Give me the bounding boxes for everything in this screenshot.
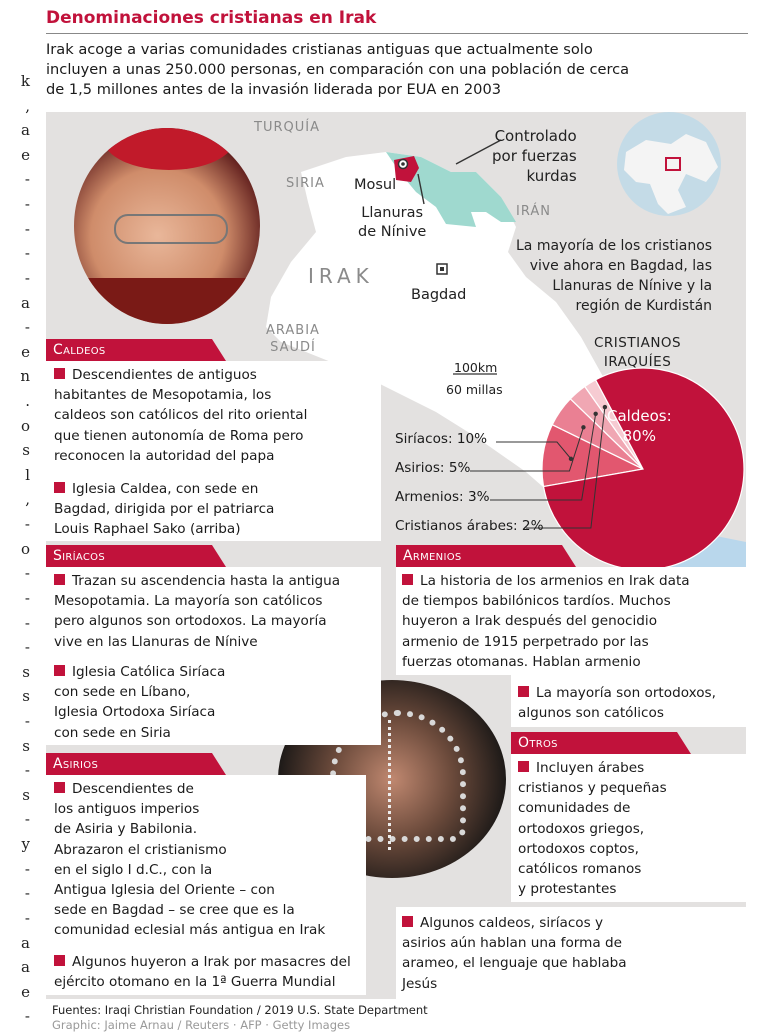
section-header-armenios: Armenios xyxy=(396,545,583,567)
bullet-square xyxy=(402,916,413,927)
pie-leader-dot xyxy=(593,412,597,416)
portrait-sako xyxy=(74,128,260,324)
siriacos-bullet-1: Trazan su ascendencia hasta la antigua Mesopotamia. La mayoría son católicos pero algunos son ortodoxos. La mayoría vive en las Llanuras de Nínive xyxy=(54,573,341,650)
bullet-square xyxy=(54,368,65,379)
label-saudi: ARABIA SAUDÍ xyxy=(266,323,320,355)
pie-label-asirios: Asirios: 5% xyxy=(395,460,471,476)
page-title: Denominaciones cristianas en Irak xyxy=(46,8,377,28)
gutter-letter: - xyxy=(24,859,30,878)
scale-km: 100km xyxy=(454,360,498,375)
pie-leader-dot xyxy=(581,425,585,429)
bullet-square xyxy=(54,482,65,493)
kurdish-note: Controlado por fuerzas kurdas xyxy=(492,127,577,185)
bullet-square xyxy=(402,574,413,585)
rosary xyxy=(388,720,393,850)
glasses xyxy=(114,214,228,244)
caldeos-bullet-2: Iglesia Caldea, con sede en Bagdad, dirigida por el patriarca Louis Raphael Sako (arriba) xyxy=(54,481,275,538)
gutter-letter: s xyxy=(22,687,30,706)
gutter-letter: s xyxy=(22,785,30,804)
caldeos-bullet-1: Descendientes de antiguos habitantes de Mesopotamia, los caldeos son católicos del rito oriental que tienen autonomía de Roma pero reconocen la autoridad del papa xyxy=(54,367,308,464)
bullet-square xyxy=(54,782,65,793)
gutter-letter: - xyxy=(24,1007,30,1026)
armenios-bullet-1: La historia de los armenios en Irak data de tiempos babilónicos tardíos. Muchos huyeron a Irak después del genocidio armenio de 1915 perpetrado por las fuerzas otomanas. Hablan armenio xyxy=(402,573,690,670)
siriacos-bullet-2: Iglesia Católica Siríaca con sede en Líbano, Iglesia Ortodoxa Siríaca con sede en Siria xyxy=(54,664,226,741)
gutter-letter: o xyxy=(20,539,30,558)
gutter-letter: e xyxy=(21,145,30,164)
gutter-letter: , xyxy=(25,96,30,115)
intro-text xyxy=(46,40,686,100)
asirios-bullet-2: Algunos huyeron a Irak por masacres del ejército otomano en la 1ª Guerra Mundial xyxy=(54,954,351,991)
title-divider xyxy=(46,33,748,34)
gutter-letter: . xyxy=(25,392,30,410)
gutter-letter: a xyxy=(21,933,30,952)
gutter-letter: - xyxy=(24,564,30,583)
gutter-letter: - xyxy=(24,588,30,607)
gutter-letter: k xyxy=(20,72,30,90)
label-mosul: Mosul xyxy=(354,177,397,193)
left-gutter xyxy=(0,0,36,1024)
label-iraq: IRAK xyxy=(308,264,374,288)
gutter-letter: l xyxy=(25,465,30,484)
otros-bullet-2: Algunos caldeos, siríacos y asirios aún hablan una forma de arameo, el lenguaje que hablaba Jesús xyxy=(402,915,627,992)
intro-line: de 1,5 millones antes de la invasión liderada por EUA en 2003 xyxy=(46,81,502,98)
gutter-letter: - xyxy=(24,810,30,829)
gutter-letter: , xyxy=(25,490,30,509)
gutter-letter: s xyxy=(22,441,30,460)
gutter-letter: a xyxy=(21,121,30,140)
gutter-letter: s xyxy=(22,662,30,681)
label-nineveh: Llanuras de Nínive xyxy=(358,205,427,240)
label-syria: SIRIA xyxy=(286,176,325,191)
label-turkey: TURQUÍA xyxy=(254,120,320,135)
section-header-siriacos: Siríacos xyxy=(46,545,233,567)
gutter-letter: - xyxy=(24,244,30,263)
intro-line: Irak acoge a varias comunidades cristianas antiguas que actualmente solo xyxy=(46,41,593,58)
asirios-bullet-1: Descendientes de los antiguos imperios de Asiria y Babilonia. Abrazaron el cristianismo en el siglo I d.C., con la Antigua Iglesia del Oriente – con sede en Bagdad – se cree que es la comunidad eclesial más antigua en Irak xyxy=(54,781,326,939)
section-header-otros: Otros xyxy=(511,732,698,754)
sources: Fuentes: Iraqi Christian Foundation / 2019 U.S. State Department xyxy=(52,1003,428,1017)
bullet-square xyxy=(54,955,65,966)
pie-label-arabes: Cristianos árabes: 2% xyxy=(395,518,544,534)
gutter-letter: a xyxy=(21,958,30,977)
section-header-caldeos: Caldeos xyxy=(46,339,233,361)
armenios-bullet-2: La mayoría son ortodoxos, algunos son católicos xyxy=(518,685,716,722)
gutter-letter: - xyxy=(24,268,30,287)
pie-label-armenios: Armenios: 3% xyxy=(395,489,490,505)
gutter-letter: a xyxy=(21,293,30,312)
infographic-panel xyxy=(46,112,746,999)
bullet-square xyxy=(54,665,65,676)
pie-chart xyxy=(542,368,744,570)
gutter-letter: - xyxy=(24,170,30,189)
scale-miles: 60 millas xyxy=(446,382,503,397)
credit-line: Graphic: Jaime Arnau / Reuters · AFP · Getty Images xyxy=(52,1018,351,1032)
gutter-letter: - xyxy=(24,318,30,337)
gutter-letter: - xyxy=(24,515,30,534)
gutter-letter: n xyxy=(20,367,30,386)
pie-label-caldeos: Caldeos: 80% xyxy=(607,407,672,445)
gutter-letter: - xyxy=(24,908,30,927)
gutter-letter: - xyxy=(24,195,30,214)
section-header-asirios: Asirios xyxy=(46,753,233,775)
intro-line: incluyen a unas 250.000 personas, en comparación con una población de cerca xyxy=(46,61,630,78)
gutter-letter: o xyxy=(20,416,30,435)
majority-note: La mayoría de los cristianos vive ahora en Bagdad, las Llanuras de Nínive y la región de Kurdistán xyxy=(516,238,713,314)
gutter-letter: - xyxy=(24,761,30,780)
bullet-square xyxy=(518,686,529,697)
gutter-letter: - xyxy=(24,613,30,632)
gutter-letter: y xyxy=(21,835,30,854)
bullet-square xyxy=(54,574,65,585)
gutter-letter: - xyxy=(24,219,30,238)
label-iran: IRÁN xyxy=(516,204,551,219)
pie-label-siriacos: Siríacos: 10% xyxy=(395,431,488,447)
gutter-letter: - xyxy=(24,712,30,730)
bullet-square xyxy=(518,761,529,772)
gutter-letter: - xyxy=(24,884,30,903)
gutter-letter: s xyxy=(22,736,30,755)
gutter-letter: e xyxy=(21,342,30,361)
label-baghdad: Bagdad xyxy=(411,287,467,303)
gutter-letter: e xyxy=(21,982,30,1001)
pie-title: CRISTIANOS IRAQUÍES xyxy=(594,335,682,370)
zucchetto xyxy=(104,128,234,170)
otros-bullet-1: Incluyen árabes cristianos y pequeñas comunidades de ortodoxos griegos, ortodoxos coptos, católicos romanos y protestantes xyxy=(518,760,667,898)
gutter-letter: - xyxy=(24,638,30,657)
